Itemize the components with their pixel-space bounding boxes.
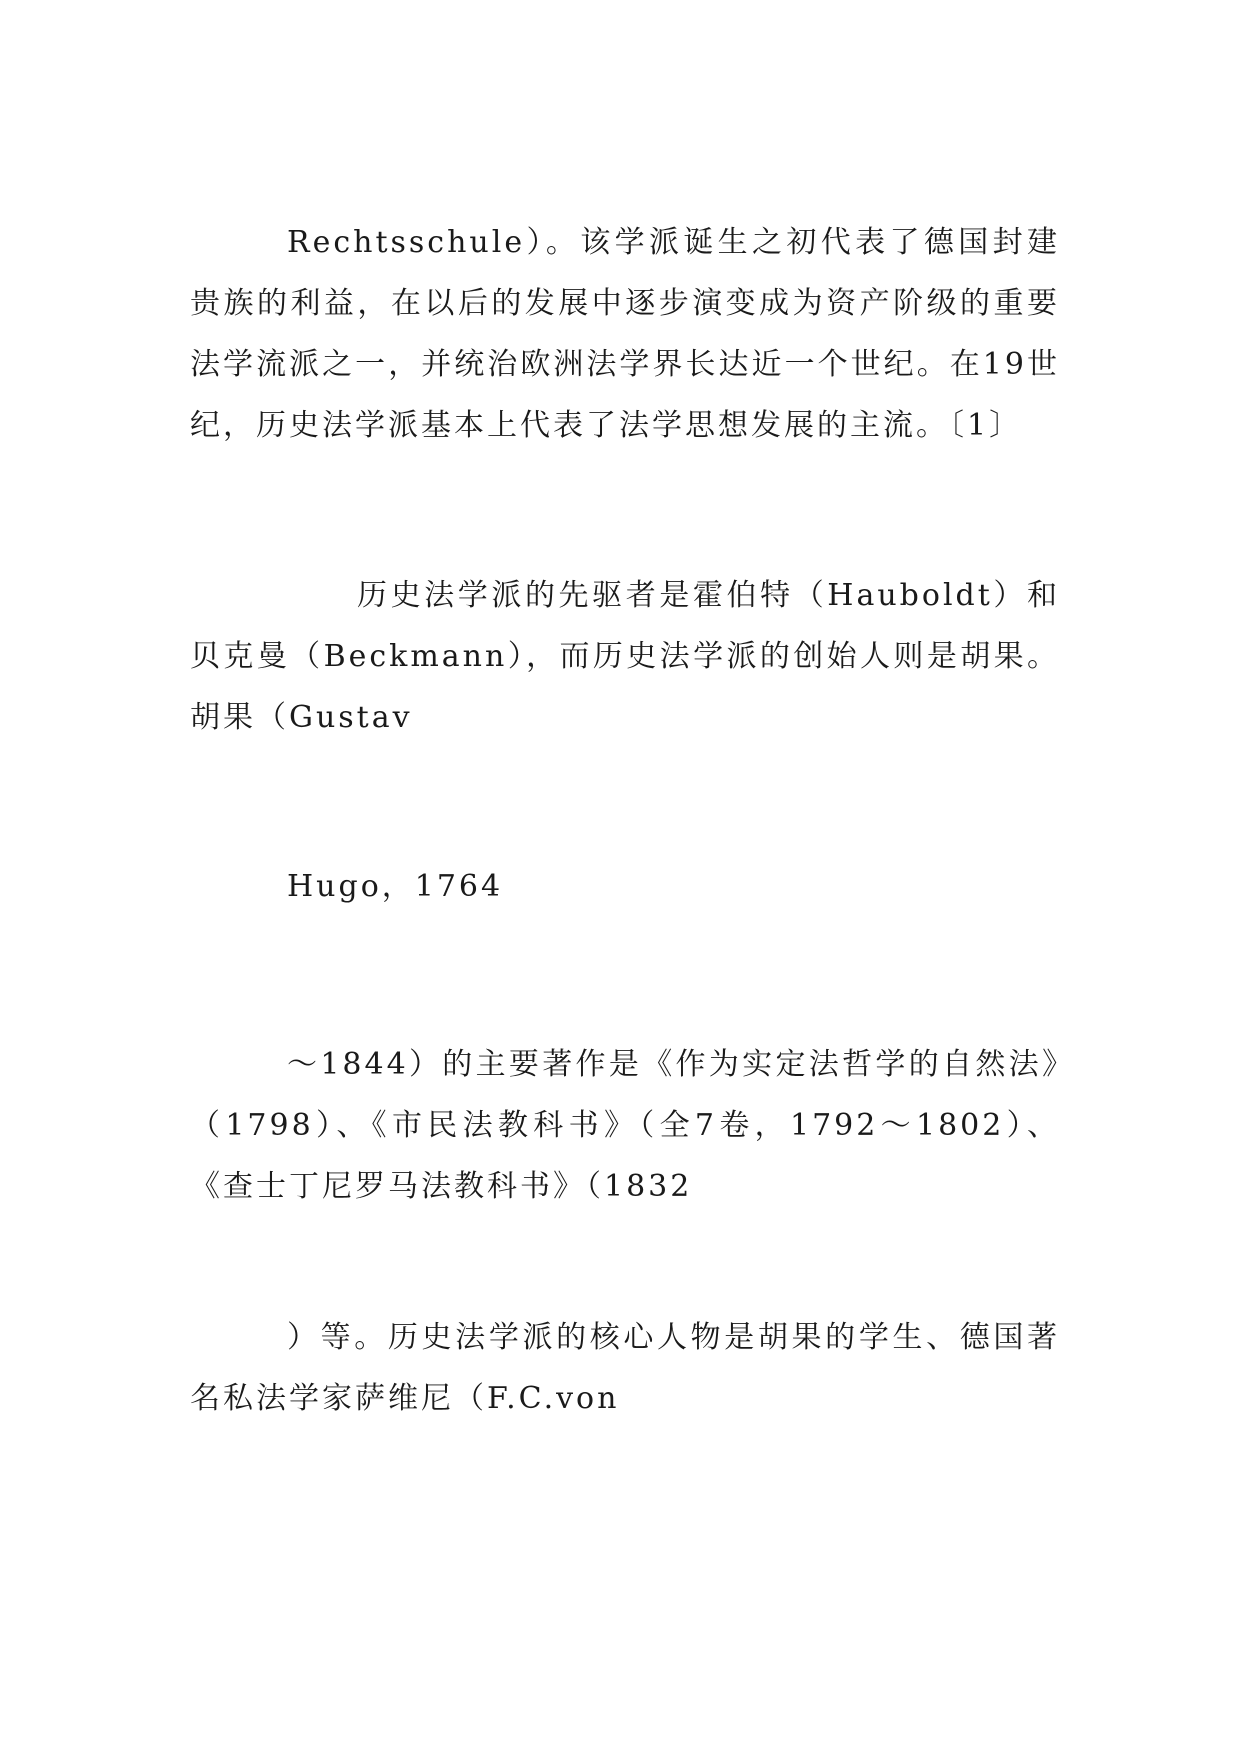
paragraph-hugo-works: ～1844）的主要著作是《作为实定法哲学的自然法》（1798）、《市民法教科书》（全7卷，1792～1802）、《查士丁尼罗马法教科书》（1832 [190,1047,1060,1204]
paragraph-hugo-name-fragment: Hugo，1764 [287,869,504,904]
paragraph-historical-school-intro: Rechtsschule）。该学派诞生之初代表了德国封建贵族的利益，在以后的发展中逐步演变成为资产阶级的重要法学流派之一，并统治欧洲法学界长达近一个世纪。在19世纪，历史法学派基本上代表了法学思想发展的主流。〔1〕 [190,225,1060,443]
paragraph-pioneers-and-founder: 历史法学派的先驱者是霍伯特（Hauboldt）和贝克曼（Beckmann），而历史法学派的创始人则是胡果。胡果（Gustav [190,578,1060,735]
paragraph-savigny-intro: ）等。历史法学派的核心人物是胡果的学生、德国著名私法学家萨维尼（F.C.von [190,1320,1060,1416]
